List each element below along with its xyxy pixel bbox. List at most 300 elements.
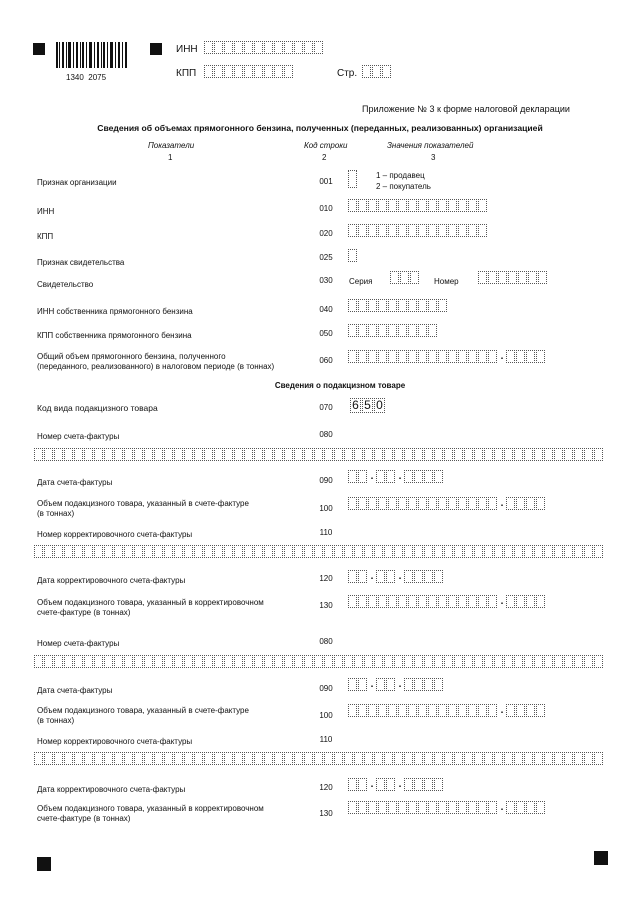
input-cell[interactable] (94, 752, 103, 765)
input-cell[interactable] (154, 752, 163, 765)
input-cell[interactable] (254, 448, 263, 461)
input-cell[interactable] (544, 752, 553, 765)
input-cell[interactable] (324, 655, 333, 668)
input-cell[interactable] (364, 655, 373, 668)
input-cell[interactable] (304, 752, 313, 765)
input-cell[interactable] (324, 752, 333, 765)
input-cell[interactable] (194, 448, 203, 461)
input-cell[interactable] (44, 545, 53, 558)
input-cell[interactable] (294, 545, 303, 558)
input-cell[interactable] (388, 704, 397, 717)
row-130-field[interactable] (348, 801, 546, 814)
input-cell[interactable] (458, 350, 467, 363)
input-cell[interactable] (418, 497, 427, 510)
input-cell[interactable] (536, 497, 545, 510)
input-cell[interactable] (448, 224, 457, 237)
input-cell[interactable] (494, 448, 503, 461)
input-cell[interactable] (418, 704, 427, 717)
input-cell[interactable] (448, 801, 457, 814)
input-cell[interactable] (478, 271, 487, 284)
row-020-field[interactable] (348, 224, 488, 237)
input-cell[interactable] (304, 448, 313, 461)
input-cell[interactable] (526, 595, 535, 608)
input-cell[interactable] (378, 299, 387, 312)
input-cell[interactable] (368, 324, 377, 337)
input-cell[interactable] (386, 678, 395, 691)
input-cell[interactable] (274, 545, 283, 558)
input-cell[interactable] (484, 448, 493, 461)
input-cell[interactable] (516, 497, 525, 510)
input-cell[interactable] (54, 448, 63, 461)
input-cell[interactable] (458, 224, 467, 237)
input-cell[interactable] (448, 595, 457, 608)
input-cell[interactable] (348, 170, 357, 188)
input-cell[interactable] (526, 497, 535, 510)
input-cell[interactable] (214, 752, 223, 765)
row-100-field[interactable] (348, 497, 546, 510)
input-cell[interactable] (372, 65, 381, 78)
row-090-field[interactable] (348, 470, 444, 483)
row-100-field[interactable] (348, 704, 546, 717)
input-cell[interactable] (534, 752, 543, 765)
input-cell[interactable] (388, 324, 397, 337)
input-cell[interactable] (284, 752, 293, 765)
input-cell[interactable] (34, 655, 43, 668)
input-cell[interactable] (524, 655, 533, 668)
input-cell[interactable] (394, 448, 403, 461)
input-cell[interactable] (368, 299, 377, 312)
input-cell[interactable] (526, 350, 535, 363)
input-cell[interactable] (344, 545, 353, 558)
input-cell[interactable] (514, 448, 523, 461)
input-cell[interactable] (348, 595, 357, 608)
input-cell[interactable] (264, 545, 273, 558)
input-cell[interactable] (194, 545, 203, 558)
input-cell[interactable] (134, 448, 143, 461)
input-cell[interactable] (358, 801, 367, 814)
input-cell[interactable] (284, 65, 293, 78)
input-cell[interactable] (264, 448, 273, 461)
input-cell[interactable] (444, 448, 453, 461)
input-cell[interactable] (434, 678, 443, 691)
input-cell[interactable] (386, 570, 395, 583)
input-cell[interactable] (584, 448, 593, 461)
input-cell[interactable] (418, 199, 427, 212)
input-cell[interactable] (324, 448, 333, 461)
input-cell[interactable] (374, 655, 383, 668)
input-cell[interactable] (74, 448, 83, 461)
input-cell[interactable] (474, 448, 483, 461)
input-cell[interactable] (398, 801, 407, 814)
input-cell[interactable] (388, 199, 397, 212)
input-cell[interactable] (94, 545, 103, 558)
input-cell[interactable] (154, 545, 163, 558)
input-cell[interactable] (424, 778, 433, 791)
input-cell[interactable] (304, 41, 313, 54)
input-cell[interactable] (64, 752, 73, 765)
input-cell[interactable] (428, 350, 437, 363)
input-cell[interactable] (414, 778, 423, 791)
input-cell[interactable] (584, 655, 593, 668)
input-cell[interactable] (184, 655, 193, 668)
input-cell[interactable] (504, 545, 513, 558)
input-cell[interactable] (368, 595, 377, 608)
input-cell[interactable] (264, 655, 273, 668)
input-cell[interactable] (204, 752, 213, 765)
input-cell[interactable] (526, 704, 535, 717)
input-cell[interactable] (204, 655, 213, 668)
input-cell[interactable] (464, 545, 473, 558)
input-cell[interactable] (404, 448, 413, 461)
header-kpp-field[interactable] (204, 65, 294, 78)
input-cell[interactable] (254, 655, 263, 668)
input-cell[interactable] (224, 65, 233, 78)
input-cell[interactable] (74, 752, 83, 765)
input-cell[interactable] (114, 448, 123, 461)
input-cell[interactable] (334, 545, 343, 558)
input-cell[interactable] (404, 470, 413, 483)
input-cell[interactable] (334, 655, 343, 668)
input-cell[interactable] (454, 752, 463, 765)
input-cell[interactable] (354, 448, 363, 461)
input-cell[interactable] (358, 678, 367, 691)
input-cell[interactable] (438, 199, 447, 212)
input-cell[interactable] (424, 448, 433, 461)
input-cell[interactable] (274, 65, 283, 78)
input-cell[interactable] (174, 655, 183, 668)
input-cell[interactable] (574, 448, 583, 461)
input-cell[interactable] (536, 595, 545, 608)
input-cell[interactable] (398, 224, 407, 237)
input-cell[interactable] (294, 752, 303, 765)
input-cell[interactable] (454, 448, 463, 461)
input-cell[interactable] (594, 545, 603, 558)
row-090-field[interactable] (348, 678, 444, 691)
input-cell[interactable] (390, 271, 399, 284)
input-cell[interactable] (414, 470, 423, 483)
input-cell[interactable] (234, 655, 243, 668)
input-cell[interactable] (544, 448, 553, 461)
input-cell[interactable] (478, 801, 487, 814)
input-cell[interactable] (438, 704, 447, 717)
input-cell[interactable] (524, 752, 533, 765)
input-cell[interactable] (438, 801, 447, 814)
input-cell[interactable] (378, 350, 387, 363)
input-cell[interactable] (404, 752, 413, 765)
input-cell[interactable] (488, 497, 497, 510)
input-cell[interactable] (358, 778, 367, 791)
input-cell[interactable] (386, 470, 395, 483)
input-cell[interactable] (114, 752, 123, 765)
input-cell[interactable] (434, 545, 443, 558)
input-cell[interactable] (424, 678, 433, 691)
input-cell[interactable] (484, 752, 493, 765)
input-cell[interactable] (478, 199, 487, 212)
input-cell[interactable] (164, 448, 173, 461)
input-cell[interactable] (244, 41, 253, 54)
input-cell[interactable] (348, 299, 357, 312)
input-cell[interactable] (428, 324, 437, 337)
input-cell[interactable] (378, 497, 387, 510)
input-cell[interactable] (564, 752, 573, 765)
input-cell[interactable] (364, 545, 373, 558)
input-cell[interactable] (574, 752, 583, 765)
input-cell[interactable] (264, 65, 273, 78)
input-cell[interactable] (424, 545, 433, 558)
input-cell[interactable] (458, 199, 467, 212)
input-cell[interactable] (314, 752, 323, 765)
input-cell[interactable] (376, 570, 385, 583)
input-cell[interactable] (234, 752, 243, 765)
input-cell[interactable] (424, 470, 433, 483)
input-cell[interactable] (414, 752, 423, 765)
input-cell[interactable] (438, 595, 447, 608)
input-cell[interactable] (458, 704, 467, 717)
input-cell[interactable] (184, 752, 193, 765)
input-cell[interactable] (174, 545, 183, 558)
input-cell[interactable] (536, 350, 545, 363)
row-010-field[interactable] (348, 199, 488, 212)
input-cell[interactable] (428, 497, 437, 510)
input-cell[interactable] (388, 801, 397, 814)
input-cell[interactable] (104, 655, 113, 668)
input-cell[interactable] (224, 655, 233, 668)
input-cell[interactable] (398, 299, 407, 312)
input-cell[interactable] (448, 704, 457, 717)
input-cell[interactable] (34, 752, 43, 765)
input-cell[interactable] (204, 41, 213, 54)
input-cell[interactable] (104, 448, 113, 461)
input-cell[interactable] (404, 545, 413, 558)
input-cell[interactable] (362, 65, 371, 78)
input-cell[interactable] (174, 448, 183, 461)
input-cell[interactable] (204, 545, 213, 558)
input-cell[interactable] (124, 752, 133, 765)
input-cell[interactable] (224, 41, 233, 54)
certificate-series-field[interactable] (390, 271, 420, 284)
input-cell[interactable] (124, 545, 133, 558)
input-cell[interactable] (526, 801, 535, 814)
input-cell[interactable] (224, 448, 233, 461)
input-cell[interactable] (484, 655, 493, 668)
input-cell[interactable] (74, 655, 83, 668)
input-cell[interactable] (478, 497, 487, 510)
input-cell[interactable] (574, 545, 583, 558)
input-cell[interactable] (348, 350, 357, 363)
input-cell[interactable] (294, 41, 303, 54)
input-cell[interactable] (488, 271, 497, 284)
input-cell[interactable] (468, 497, 477, 510)
input-cell[interactable] (384, 655, 393, 668)
input-cell[interactable] (506, 704, 515, 717)
input-cell[interactable] (44, 655, 53, 668)
input-cell[interactable] (164, 545, 173, 558)
input-cell[interactable] (516, 350, 525, 363)
input-cell[interactable] (484, 545, 493, 558)
input-cell[interactable] (204, 448, 213, 461)
input-cell[interactable] (376, 470, 385, 483)
input-cell[interactable] (544, 545, 553, 558)
input-cell[interactable] (44, 752, 53, 765)
input-cell[interactable] (408, 299, 417, 312)
input-cell[interactable] (428, 199, 437, 212)
input-cell[interactable] (64, 448, 73, 461)
input-cell[interactable] (434, 570, 443, 583)
input-cell[interactable] (154, 448, 163, 461)
input-cell[interactable] (384, 752, 393, 765)
input-cell[interactable] (368, 350, 377, 363)
input-cell[interactable] (44, 448, 53, 461)
input-cell[interactable] (244, 752, 253, 765)
input-cell[interactable] (378, 199, 387, 212)
input-cell[interactable] (574, 655, 583, 668)
input-cell[interactable] (104, 545, 113, 558)
input-cell[interactable] (508, 271, 517, 284)
input-cell[interactable] (244, 545, 253, 558)
input-cell[interactable] (514, 655, 523, 668)
input-cell[interactable] (544, 655, 553, 668)
row-040-field[interactable] (348, 299, 448, 312)
row-070-field[interactable] (350, 398, 386, 413)
input-cell[interactable] (464, 655, 473, 668)
input-cell[interactable] (434, 655, 443, 668)
row-080-field[interactable] (34, 655, 604, 668)
input-cell[interactable] (234, 65, 243, 78)
input-cell[interactable] (348, 801, 357, 814)
input-cell[interactable] (388, 595, 397, 608)
input-cell[interactable] (144, 545, 153, 558)
input-cell[interactable] (398, 350, 407, 363)
input-cell[interactable] (144, 752, 153, 765)
input-cell[interactable] (448, 497, 457, 510)
input-cell[interactable] (404, 570, 413, 583)
input-cell[interactable] (358, 324, 367, 337)
input-cell[interactable] (284, 655, 293, 668)
input-cell[interactable] (214, 448, 223, 461)
input-cell[interactable] (518, 271, 527, 284)
input-cell[interactable] (458, 801, 467, 814)
input-cell[interactable] (418, 595, 427, 608)
input-cell[interactable] (224, 545, 233, 558)
input-cell[interactable] (400, 271, 409, 284)
input-cell[interactable] (534, 545, 543, 558)
input-cell[interactable] (418, 224, 427, 237)
input-cell[interactable] (408, 497, 417, 510)
input-cell[interactable] (454, 545, 463, 558)
input-cell[interactable] (376, 778, 385, 791)
input-cell[interactable] (534, 655, 543, 668)
input-cell[interactable] (408, 199, 417, 212)
input-cell[interactable] (564, 545, 573, 558)
input-cell[interactable] (134, 545, 143, 558)
row-130-field[interactable] (348, 595, 546, 608)
input-cell[interactable] (94, 655, 103, 668)
input-cell[interactable] (134, 655, 143, 668)
input-cell[interactable] (414, 448, 423, 461)
input-cell[interactable] (494, 545, 503, 558)
input-cell[interactable] (314, 448, 323, 461)
input-cell[interactable] (348, 704, 357, 717)
input-cell[interactable] (388, 350, 397, 363)
input-cell[interactable] (504, 752, 513, 765)
input-cell[interactable] (394, 655, 403, 668)
input-cell[interactable] (124, 655, 133, 668)
input-cell[interactable] (458, 595, 467, 608)
input-cell[interactable] (214, 65, 223, 78)
input-cell[interactable] (504, 655, 513, 668)
input-cell[interactable] (408, 324, 417, 337)
input-cell[interactable] (314, 655, 323, 668)
input-cell[interactable] (164, 752, 173, 765)
input-cell[interactable] (554, 752, 563, 765)
input-cell[interactable] (478, 595, 487, 608)
header-page-field[interactable] (362, 65, 392, 78)
input-cell[interactable] (414, 678, 423, 691)
input-cell[interactable] (474, 752, 483, 765)
input-cell[interactable] (584, 752, 593, 765)
input-cell[interactable] (398, 324, 407, 337)
input-cell[interactable] (354, 545, 363, 558)
input-cell[interactable] (368, 199, 377, 212)
input-cell[interactable] (274, 752, 283, 765)
input-cell[interactable] (554, 545, 563, 558)
input-cell[interactable] (418, 801, 427, 814)
input-cell[interactable] (506, 350, 515, 363)
input-cell[interactable] (304, 655, 313, 668)
input-cell[interactable] (404, 778, 413, 791)
input-cell[interactable] (364, 448, 373, 461)
input-cell[interactable] (554, 448, 563, 461)
input-cell[interactable] (84, 752, 93, 765)
input-cell[interactable] (468, 704, 477, 717)
input-cell[interactable] (478, 350, 487, 363)
input-cell[interactable] (414, 570, 423, 583)
input-cell[interactable] (536, 704, 545, 717)
input-cell[interactable] (294, 655, 303, 668)
input-cell[interactable] (478, 224, 487, 237)
input-cell[interactable] (214, 41, 223, 54)
input-cell[interactable] (254, 65, 263, 78)
row-080-field[interactable] (34, 448, 604, 461)
input-cell[interactable] (410, 271, 419, 284)
input-cell[interactable] (468, 224, 477, 237)
input-cell[interactable] (488, 801, 497, 814)
input-cell[interactable] (244, 655, 253, 668)
input-cell[interactable] (458, 497, 467, 510)
input-cell[interactable] (516, 704, 525, 717)
input-cell[interactable] (474, 655, 483, 668)
input-cell[interactable] (378, 801, 387, 814)
input-cell[interactable] (368, 704, 377, 717)
input-cell[interactable] (444, 752, 453, 765)
input-cell[interactable] (378, 224, 387, 237)
input-cell[interactable] (478, 704, 487, 717)
input-cell[interactable] (354, 655, 363, 668)
input-cell[interactable] (254, 752, 263, 765)
row-060-field[interactable] (348, 350, 546, 363)
input-cell[interactable] (348, 678, 357, 691)
input-cell[interactable] (434, 448, 443, 461)
input-cell[interactable] (54, 545, 63, 558)
input-cell[interactable] (184, 448, 193, 461)
input-cell[interactable] (84, 655, 93, 668)
input-cell[interactable] (498, 271, 507, 284)
input-cell[interactable] (358, 570, 367, 583)
input-cell[interactable] (424, 655, 433, 668)
input-cell[interactable] (488, 595, 497, 608)
input-cell[interactable] (428, 801, 437, 814)
input-cell[interactable] (358, 224, 367, 237)
